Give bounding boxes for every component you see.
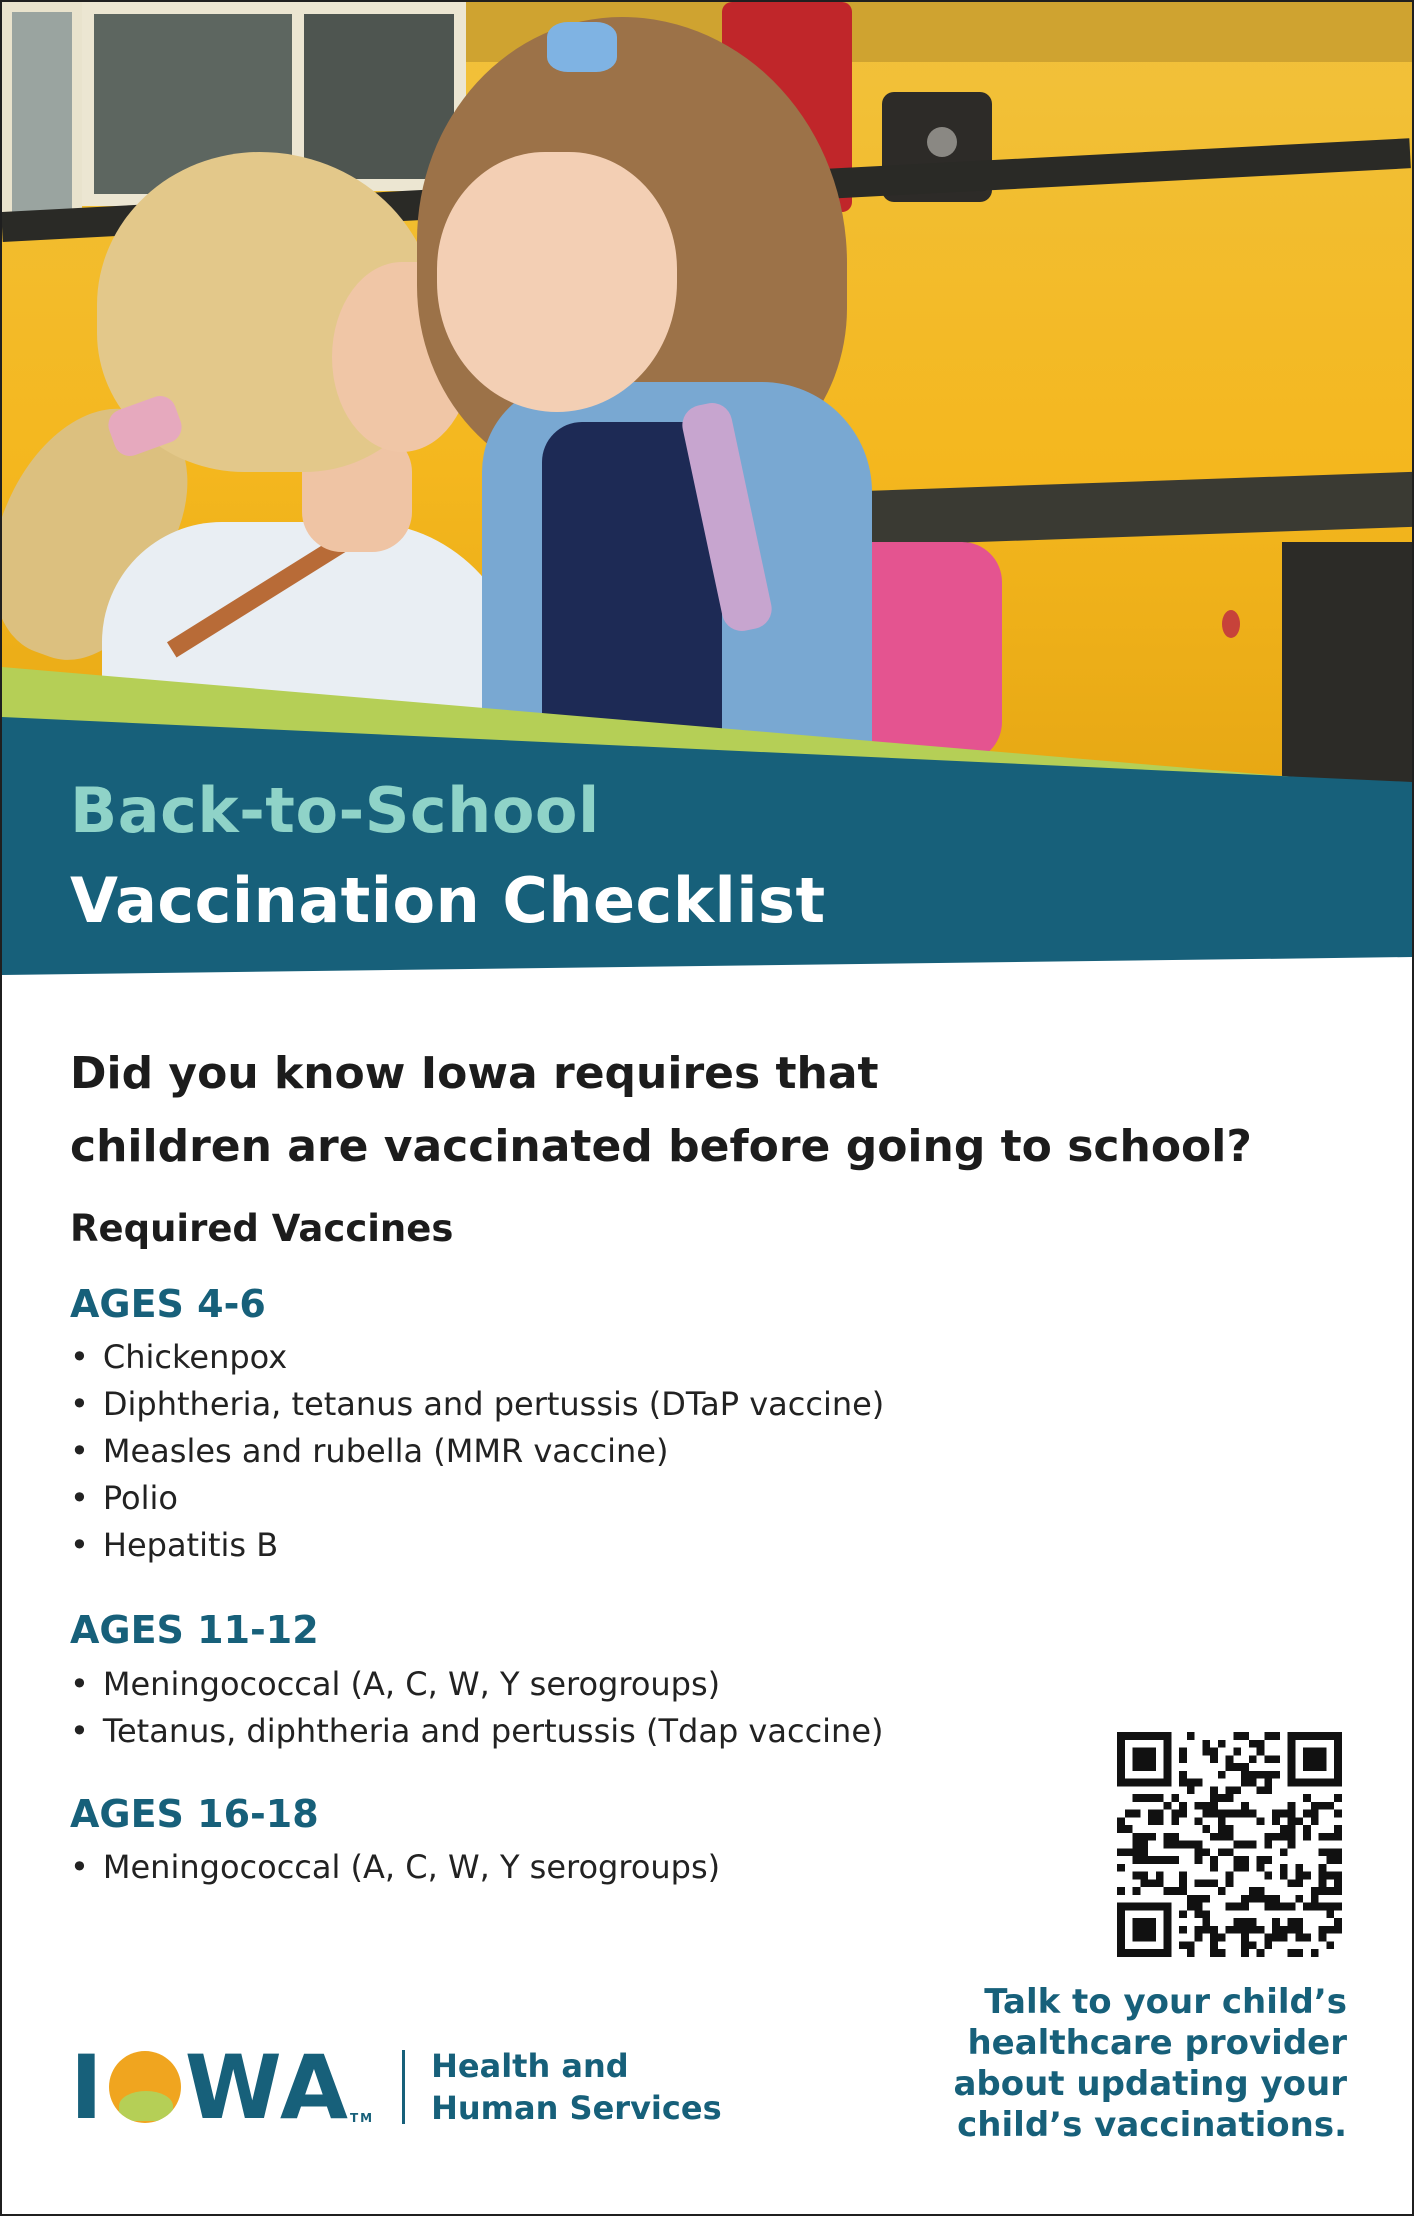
cta-line-4: child’s vaccinations. (957, 2105, 1347, 2145)
vaccine-item: • Meningococcal (A, C, W, Y serogroups) (70, 1661, 884, 1708)
bus-light-lens (927, 127, 957, 157)
bus-door (1282, 542, 1412, 782)
vaccine-list (70, 1334, 884, 1569)
title-line-2: Vaccination Checklist (70, 864, 826, 937)
cta-line-3: about updating your (953, 2064, 1347, 2104)
age-group-heading: AGES 4-6 (70, 1282, 266, 1326)
hero-photo (2, 2, 1412, 782)
required-vaccines-title: Required Vaccines (70, 1207, 454, 1250)
bus-reflector (1222, 610, 1240, 638)
vaccine-item: • Diphtheria, tetanus and pertussis (DTaP vaccine) (70, 1381, 884, 1428)
department-line-2: Human Services (431, 2089, 722, 2127)
intro-question-line-1: Did you know Iowa requires that (70, 1048, 879, 1099)
intro-question-line-2: children are vaccinated before going to school? (70, 1121, 1252, 1172)
girl-face (437, 152, 677, 412)
age-group-heading: AGES 11-12 (70, 1608, 319, 1652)
vaccine-item: • Meningococcal (A, C, W, Y serogroups) (70, 1844, 720, 1891)
trademark-mark: TM (349, 2110, 375, 2125)
logo-divider (402, 2050, 405, 2124)
bus-stripe (801, 471, 1412, 548)
logo-letters-wa: WA (184, 2035, 350, 2139)
qr-code-icon[interactable] (1117, 1732, 1342, 1957)
vaccine-item: • Polio (70, 1475, 884, 1522)
vaccine-item: • Tetanus, diphtheria and pertussis (Tdap vaccine) (70, 1708, 884, 1755)
department-name (431, 2045, 722, 2129)
title-line-1: Back-to-School (70, 774, 600, 847)
age-group-heading: AGES 16-18 (70, 1792, 319, 1836)
cta-line-2: healthcare provider (967, 2023, 1347, 2063)
iowa-wordmark (70, 2036, 374, 2139)
iowa-hhs-logo (70, 2037, 722, 2137)
vaccine-item: • Hepatitis B (70, 1522, 884, 1569)
call-to-action (882, 1982, 1347, 2146)
cta-line-1: Talk to your child’s (984, 1982, 1347, 2022)
vaccine-list (70, 1661, 884, 1755)
logo-letter-i: I (70, 2035, 105, 2139)
intro-question (70, 1037, 1370, 1183)
qr-code-graphic (1117, 1732, 1342, 1957)
vaccine-item: • Chickenpox (70, 1334, 884, 1381)
girl-hair-bow (547, 22, 617, 72)
vaccine-list (70, 1844, 720, 1891)
department-line-1: Health and (431, 2047, 629, 2085)
vaccine-item: • Measles and rubella (MMR vaccine) (70, 1428, 884, 1475)
bus-window (2, 2, 82, 222)
sun-icon (109, 2051, 181, 2123)
